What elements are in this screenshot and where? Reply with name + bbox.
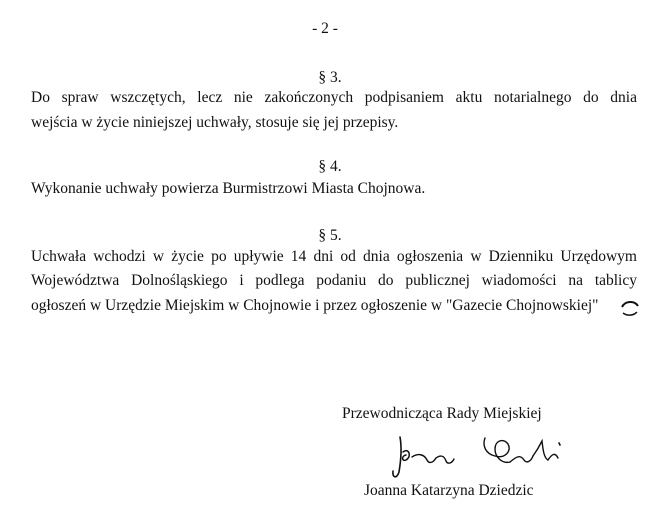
section-3-heading: § 3. [318, 69, 342, 86]
section-5-line-2: Województwa Dolnośląskiego i podlega podaniu do publicznej wiadomości na tablicy [31, 272, 637, 289]
signature-icon [384, 430, 574, 482]
section-4-heading: § 4. [318, 158, 342, 175]
section-3-line-1: Do spraw wszczętych, lecz nie zakończonych podpisaniem aktu notarialnego do dnia [31, 89, 637, 106]
signatory-name: Joanna Katarzyna Dziedzic [364, 482, 534, 499]
scan-mark-icon [619, 298, 641, 320]
section-3-line-2: wejścia w życie niniejszej uchwały, stosuje się jej przepisy. [31, 114, 399, 131]
section-5-line-1: Uchwała wchodzi w życie po upływie 14 dni od dnia ogłoszenia w Dzienniku Urzędowym [31, 248, 637, 265]
page-number: - 2 - [312, 20, 338, 37]
section-5-line-3: ogłoszeń w Urzędzie Miejskim w Chojnowie i przez ogłoszenie w "Gazecie Chojnowskiej" [31, 297, 599, 314]
signature-title: Przewodnicząca Rady Miejskiej [342, 405, 542, 422]
section-5-heading: § 5. [318, 227, 342, 244]
section-4-line-1: Wykonanie uchwały powierza Burmistrzowi Miasta Chojnowa. [31, 180, 426, 197]
